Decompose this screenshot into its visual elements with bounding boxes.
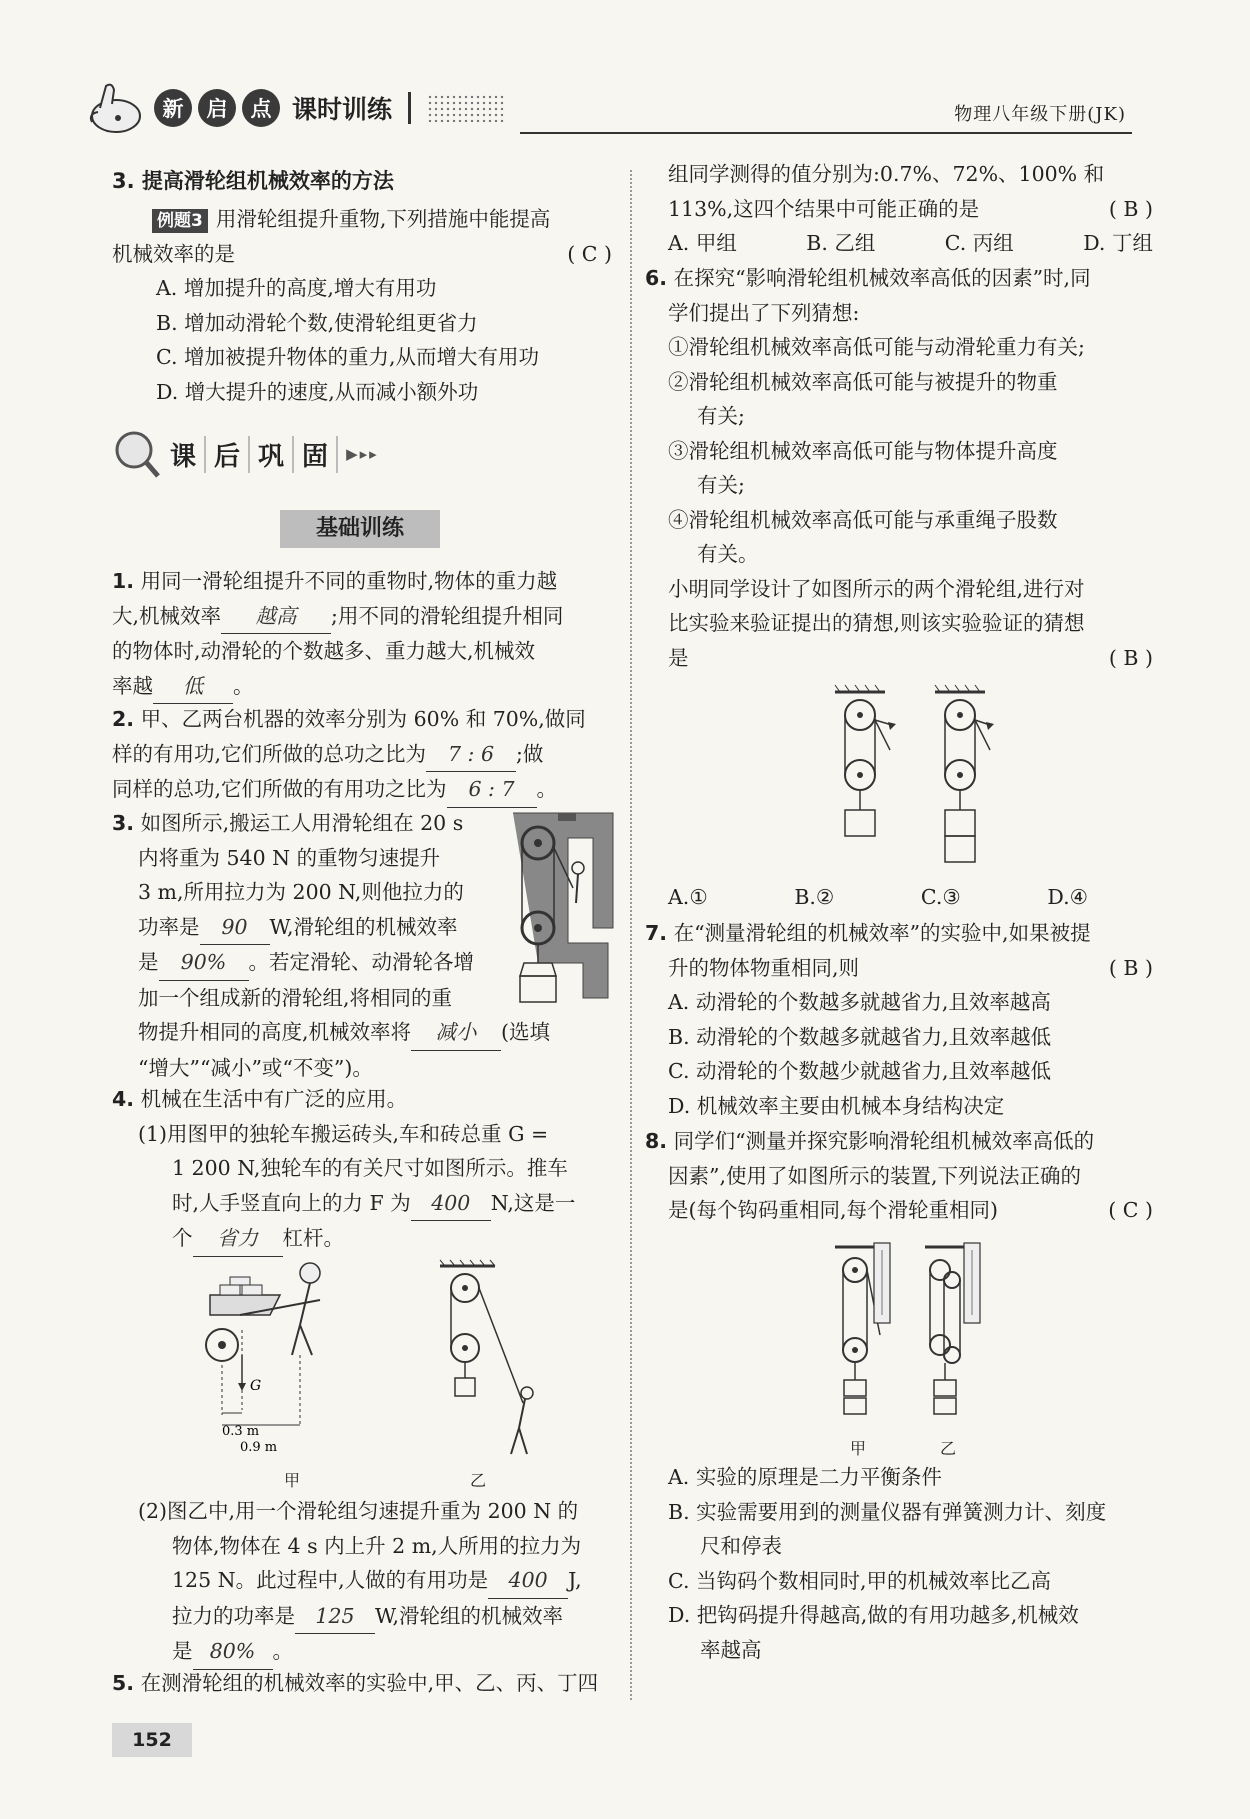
page-number: 152: [112, 1723, 192, 1757]
q4-p2-line5b: 。: [272, 1639, 293, 1663]
q1-line3: 的物体时,动滑轮的个数越多、重力越大,机械效: [112, 639, 536, 663]
q5-num: 5.: [112, 1671, 135, 1695]
q6-answer: ( B ): [1108, 645, 1153, 670]
q8-option-b1: B. 实验需要用到的测量仪器有弹簧测力计、刻度: [668, 1499, 1107, 1524]
question-5-cont: [668, 157, 1153, 261]
example-stem-line1: [112, 202, 612, 237]
q1-num: 1.: [112, 569, 135, 593]
example-stem-line2: [112, 237, 612, 272]
q3-line6: 加一个组成新的滑轮组,将相同的重: [138, 985, 453, 1010]
q3-line4a: 功率是: [138, 914, 200, 939]
example-3: [112, 202, 612, 409]
q6-option-c: C.③: [920, 885, 961, 909]
q6-guess4b: 有关。: [697, 542, 759, 566]
column-divider: [630, 170, 632, 1700]
question-8: [645, 1124, 1153, 1228]
kehou-char-4: 固: [294, 436, 338, 473]
q2-blank1: 7 : 6: [426, 737, 516, 773]
example-stem: 用滑轮组提升重物,下列措施中能提高: [215, 207, 551, 231]
q8-line3: 是(每个钩码重相同,每个滑轮重相同): [668, 1198, 999, 1222]
question-4: [112, 1082, 617, 1257]
question-6: [645, 261, 1153, 675]
q4-p1-blank2: 省力: [193, 1221, 283, 1257]
q5-line1: 组同学测得的值分别为:0.7%、72%、100% 和: [668, 162, 1105, 186]
kehou-char-1: 课: [162, 436, 206, 473]
q1-blank2: 低: [153, 669, 233, 705]
q6-line5: 是: [668, 645, 689, 670]
q5-option-a: A. 甲组: [668, 231, 737, 255]
question-2: [112, 702, 617, 808]
q8-options: [668, 1460, 1153, 1667]
q6-guess2b: 有关;: [697, 404, 745, 428]
magnifier-icon: [112, 428, 162, 480]
q3-line8: “增大”“减小”或“不变”)。: [138, 1055, 373, 1080]
q2-line2b: ;做: [516, 741, 544, 766]
fig8-label-yi: 乙: [940, 1439, 957, 1458]
q4-p1-line2: 1 200 N,独轮车的有关尺寸如图所示。推车: [172, 1156, 568, 1180]
q4-num: 4.: [112, 1087, 135, 1111]
example-option-d: D. 增大提升的速度,从而减小额外功: [156, 379, 479, 404]
q1-blank1: 越高: [221, 599, 331, 635]
q6-num: 6.: [645, 266, 668, 290]
q4-p2-line4b: W,滑轮组的机械效率: [375, 1603, 564, 1628]
q4-p2-line5a: 是: [172, 1639, 193, 1663]
header-separator: [408, 92, 411, 124]
header-rule: [520, 132, 1132, 134]
jichu-label: 基础训练: [280, 510, 440, 548]
q8-option-d1: D. 把钩码提升得越高,做的有用功越多,机械效: [668, 1603, 1079, 1627]
q3-line3: 3 m,所用拉力为 200 N,则他拉力的: [138, 880, 464, 904]
q4-p2-line4a: 拉力的功率是: [172, 1603, 295, 1628]
q7-option-a: A. 动滑轮的个数越多就越省力,且效率越高: [668, 990, 1051, 1014]
q3-line1: 如图所示,搬运工人用滑轮组在 20 s: [140, 811, 464, 835]
q3-blank3: 减小: [411, 1015, 501, 1051]
q4-p2-line2: 物体,物体在 4 s 内上升 2 m,人所用的拉力为: [172, 1533, 582, 1558]
q3-line4b: W,滑轮组的机械效率: [269, 914, 458, 939]
q3-line7b: (选填: [501, 1020, 551, 1044]
q4-p1-line1: (1)用图甲的独轮车搬运砖头,车和砖总重 G =: [138, 1121, 549, 1146]
question-7: [645, 916, 1153, 1123]
q3-line2: 内将重为 540 N 的重物匀速提升: [138, 845, 441, 870]
header-dots-decoration: [427, 94, 505, 122]
header-badge-2: 启: [198, 89, 236, 127]
q6-option-a: A.①: [668, 885, 708, 909]
q7-option-c: C. 动滑轮的个数越少就越省力,且效率越低: [668, 1059, 1052, 1083]
q8-line2: 因素”,使用了如图所示的装置,下列说法正确的: [668, 1163, 1082, 1188]
example-option-b: B. 增加动滑轮个数,使滑轮组更省力: [156, 310, 478, 335]
q5-option-c: C. 丙组: [944, 231, 1014, 255]
q4-p1-blank1: 400: [411, 1186, 491, 1222]
q6-line2: 学们提出了下列猜想:: [668, 300, 860, 325]
header-badge-3: 点: [242, 89, 280, 127]
q6-pulley-system-1: [835, 685, 896, 836]
question-4-part2: [112, 1494, 617, 1670]
q8-system-jia: [835, 1243, 890, 1414]
kehou-header: [112, 428, 379, 480]
q2-line3a: 同样的总功,它们所做的有用功之比为: [112, 777, 447, 801]
kehou-char-2: 后: [206, 436, 250, 473]
header-badge-1: 新: [154, 89, 192, 127]
q8-system-yi: [925, 1243, 980, 1414]
q4-p2-line1: (2)图乙中,用一个滑轮组匀速提升重为 200 N 的: [138, 1499, 579, 1523]
q1-line2b: ;用不同的滑轮组提升相同: [331, 603, 564, 628]
q5-line-start: 在测滑轮组的机械效率的实验中,甲、乙、丙、丁四: [140, 1671, 599, 1695]
q6-line4: 比实验来验证提出的猜想,则该实验验证的猜想: [668, 611, 1085, 635]
q4-stem: 机械在生活中有广泛的应用。: [140, 1087, 408, 1111]
q6-option-d: D.④: [1047, 885, 1088, 909]
kehou-char-3: 巩: [250, 436, 294, 473]
q1-line1: 用同一滑轮组提升不同的重物时,物体的重力越: [140, 569, 558, 593]
q8-num: 8.: [645, 1129, 668, 1153]
section-3-title: 3. 提高滑轮组机械效率的方法: [112, 169, 394, 193]
q6-options: [668, 880, 1088, 915]
q8-option-a: A. 实验的原理是二力平衡条件: [668, 1465, 942, 1489]
question-1: [112, 564, 617, 704]
q6-pulley-figure: [830, 680, 1010, 880]
thumbs-up-icon: [78, 78, 148, 138]
header-title: 课时训练: [292, 95, 393, 124]
wheelbarrow-figure: [200, 1255, 380, 1455]
q3-blank1: 90: [200, 910, 270, 946]
q6-guess1: ①滑轮组机械效率高低可能与动滑轮重力有关;: [668, 335, 1085, 359]
q2-line3b: 。: [536, 777, 558, 801]
q6-guess3b: 有关;: [697, 473, 745, 497]
q4-p1-line4a: 个: [172, 1226, 193, 1250]
q7-line1: 在“测量滑轮组的机械效率”的实验中,如果被提: [673, 921, 1091, 945]
q2-line2a: 样的有用功,它们所做的总功之比为: [112, 741, 427, 766]
q3-line5b: 。若定滑轮、动滑轮各增: [248, 950, 474, 974]
q8-option-d2: 率越高: [700, 1637, 762, 1662]
example-tag: 例题3: [152, 209, 208, 233]
q5-line2: 113%,这四个结果中可能正确的是: [668, 196, 980, 221]
q4-p1-line3a: 时,人手竖直向上的力 F 为: [172, 1190, 411, 1215]
fig8-label-jia: 甲: [850, 1439, 867, 1458]
q6-line1: 在探究“影响滑轮组机械效率高低的因素”时,同: [673, 266, 1091, 290]
q4-pulley-person-figure: [435, 1258, 545, 1458]
q6-option-b: B.②: [794, 885, 835, 909]
q2-num: 2.: [112, 707, 135, 731]
dim-09-label: 0.9 m: [240, 1440, 278, 1455]
q8-option-b2: 尺和停表: [700, 1534, 782, 1558]
q5-option-d: D. 丁组: [1083, 231, 1153, 255]
q1-line2a: 大,机械效率: [112, 603, 222, 628]
q8-option-c: C. 当钩码个数相同时,甲的机械效率比乙高: [668, 1568, 1052, 1593]
arrows-icon: ▶▸▸: [346, 445, 379, 463]
q1-line4a: 率越: [112, 673, 153, 698]
q3-num: 3.: [112, 811, 135, 835]
q3-line7a: 物提升相同的高度,机械效率将: [138, 1020, 412, 1044]
q4-p2-blank3: 80%: [193, 1634, 273, 1670]
example-stem-2: 机械效率的是: [112, 241, 235, 266]
q6-guess4a: ④滑轮组机械效率高低可能与承重绳子股数: [668, 507, 1058, 532]
header-brand: [78, 78, 505, 138]
q4-p2-line3b: J,: [568, 1568, 582, 1592]
q3-pulley-figure: [508, 808, 623, 1008]
fig4-label-yi: 乙: [470, 1471, 487, 1490]
q7-option-d: D. 机械效率主要由机械本身结构决定: [668, 1093, 1005, 1118]
q4-p2-blank2: 125: [295, 1599, 375, 1635]
q8-line1: 同学们“测量并探究影响滑轮组机械效率高低的: [673, 1129, 1095, 1153]
q1-line4b: 。: [233, 673, 254, 698]
q3-blank2: 90%: [159, 945, 249, 981]
dim-g-label: G: [250, 1378, 262, 1394]
q7-option-b: B. 动滑轮的个数越多就越省力,且效率越低: [668, 1024, 1052, 1049]
q4-p1-line4b: 杠杆。: [282, 1226, 344, 1250]
q2-blank2: 6 : 7: [447, 772, 537, 808]
q6-line3: 小明同学设计了如图所示的两个滑轮组,进行对: [668, 576, 1085, 601]
question-5-start: [112, 1666, 632, 1701]
example-option-c: C. 增加被提升物体的重力,从而增大有用功: [156, 345, 540, 369]
q4-p2-line3a: 125 N。此过程中,人做的有用功是: [172, 1568, 489, 1592]
q7-num: 7.: [645, 921, 668, 945]
fig4-label-jia: 甲: [284, 1471, 301, 1490]
q6-pulley-system-2: [935, 685, 994, 862]
q7-answer: ( B ): [1108, 955, 1153, 980]
q6-guess3a: ③滑轮组机械效率高低可能与物体提升高度: [668, 438, 1058, 463]
q4-p2-blank1: 400: [488, 1563, 568, 1599]
q8-answer: ( C ): [1108, 1198, 1153, 1222]
q3-line5a: 是: [138, 950, 159, 974]
q4-p1-line3b: N,这是一: [490, 1190, 576, 1215]
example-option-a: A. 增加提升的高度,增大有用功: [156, 276, 437, 300]
q5-answer: ( B ): [1108, 196, 1153, 221]
q2-line1: 甲、乙两台机器的效率分别为 60% 和 70%,做同: [140, 707, 586, 731]
q6-guess2a: ②滑轮组机械效率高低可能与被提升的物重: [668, 369, 1058, 394]
q8-pulley-scale-figure: [830, 1235, 1010, 1435]
dim-03-label: 0.3 m: [222, 1424, 260, 1439]
q5-option-b: B. 乙组: [806, 231, 876, 255]
example-answer: ( C ): [567, 241, 612, 266]
q7-line2: 升的物体物重相同,则: [668, 955, 860, 980]
book-title: 物理八年级下册(JK): [954, 104, 1126, 125]
